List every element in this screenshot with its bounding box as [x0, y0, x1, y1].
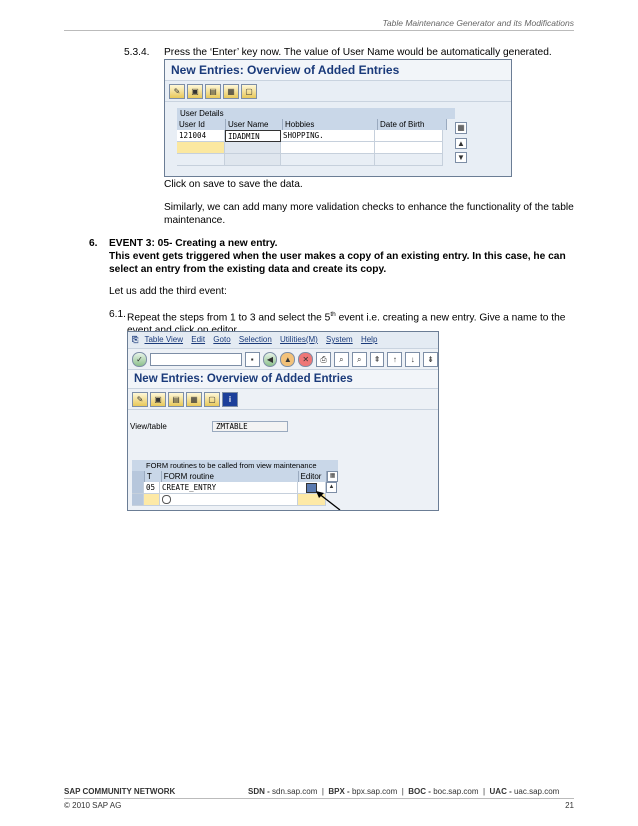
empty-cell[interactable]: [225, 154, 281, 166]
cell-form-routine[interactable]: CREATE_ENTRY: [160, 482, 298, 494]
viewtable-label: View/table: [130, 422, 167, 431]
col-date-of-birth[interactable]: Date of Birth: [378, 119, 447, 130]
col-editor[interactable]: Editor: [299, 471, 328, 482]
menu-bar: [128, 332, 438, 349]
section-body: This event gets triggered when the user makes a copy of an existing entry. In this case, he can select an entry from the existing data and create its copy.: [109, 251, 566, 275]
col-t[interactable]: T: [145, 471, 162, 482]
menu-help[interactable]: Help: [360, 335, 378, 344]
edit-icon[interactable]: ✎: [169, 84, 185, 99]
empty-cell[interactable]: [225, 142, 281, 154]
select-icon[interactable]: ▦: [186, 392, 202, 407]
form-routines-table: [132, 460, 338, 506]
next-page-icon[interactable]: ↓: [405, 352, 420, 367]
deselect-icon[interactable]: ▢: [241, 84, 257, 99]
empty-input-cell[interactable]: [177, 142, 225, 154]
select-icon[interactable]: ▦: [223, 84, 239, 99]
uac-link[interactable]: uac.sap.com: [513, 787, 560, 796]
exit-icon[interactable]: ▲: [280, 352, 295, 367]
empty-cell[interactable]: [177, 154, 225, 166]
menu-table-view[interactable]: Table View: [144, 335, 184, 344]
col-form-routine[interactable]: FORM routine: [162, 471, 299, 482]
cell-date-of-birth[interactable]: [375, 130, 443, 142]
row-selector[interactable]: [132, 494, 144, 506]
page-number: 21: [565, 801, 574, 810]
table-icon[interactable]: ▤: [205, 84, 221, 99]
menu-edit[interactable]: Edit: [191, 335, 206, 344]
first-page-icon[interactable]: ⇞: [370, 352, 385, 367]
menu-utilities[interactable]: Utilities(M): [280, 335, 318, 344]
empty-input-cell[interactable]: [144, 494, 160, 506]
find-next-icon[interactable]: ⌕: [352, 352, 367, 367]
col-user-name[interactable]: User Name: [226, 119, 283, 130]
pointer-arrow-icon: [314, 490, 344, 511]
info-icon[interactable]: i: [222, 392, 238, 407]
sdn-link[interactable]: sdn.sap.com: [272, 787, 318, 796]
col-user-id[interactable]: User Id: [177, 119, 226, 130]
print-icon[interactable]: ⎙: [316, 352, 331, 367]
application-toolbar: [165, 81, 511, 102]
menu-system[interactable]: System: [326, 335, 353, 344]
last-page-icon[interactable]: ⇟: [423, 352, 438, 367]
command-field[interactable]: [150, 353, 242, 366]
empty-cell[interactable]: [160, 494, 298, 506]
step-number: 6.1.: [109, 309, 126, 320]
edit-icon[interactable]: ✎: [132, 392, 148, 407]
scroll-down-icon[interactable]: ▼: [455, 152, 467, 163]
search-help-icon[interactable]: [162, 495, 171, 504]
sap-screenshot-1: [164, 59, 512, 177]
empty-cell[interactable]: [281, 154, 375, 166]
application-toolbar: [128, 389, 438, 410]
screen-title: New Entries: Overview of Added Entries: [165, 60, 511, 81]
third-event-paragraph: Let us add the third event:: [109, 286, 227, 297]
cell-user-id[interactable]: 121004: [177, 130, 225, 142]
enter-icon[interactable]: ✓: [132, 352, 147, 367]
cell-event-type[interactable]: 05: [144, 482, 160, 494]
footer-network: SAP COMMUNITY NETWORK: [64, 787, 176, 796]
viewtable-field[interactable]: ZMTABLE: [212, 421, 288, 432]
standard-toolbar: [128, 349, 438, 370]
cancel-icon[interactable]: ✕: [298, 352, 313, 367]
copy-icon[interactable]: ▣: [187, 84, 203, 99]
section-number: 6.: [89, 238, 98, 249]
user-details-table: [177, 108, 455, 166]
sap-screenshot-2: [127, 331, 439, 511]
row-selector[interactable]: [132, 471, 145, 482]
footer-rule: [64, 798, 574, 799]
screen-title: New Entries: Overview of Added Entries: [128, 370, 438, 389]
step-text: Repeat the steps from 1 to 3 and select the 5th event i.e. creating a new entry. Give a name to the: [127, 311, 566, 324]
empty-cell[interactable]: [375, 154, 443, 166]
scroll-up-icon[interactable]: ▲: [455, 138, 467, 149]
table-scrollbar[interactable]: [455, 122, 467, 163]
prev-page-icon[interactable]: ↑: [387, 352, 402, 367]
copy-icon[interactable]: ▣: [150, 392, 166, 407]
step-number: 5.3.4.: [124, 47, 150, 58]
scroll-up-icon[interactable]: ▲: [326, 482, 337, 493]
sap-logo-icon: ⎘: [132, 335, 139, 344]
save-icon[interactable]: ▪: [245, 352, 260, 367]
menu-selection[interactable]: Selection: [238, 335, 272, 344]
group-title: User Details: [177, 108, 455, 119]
find-icon[interactable]: ⌕: [334, 352, 349, 367]
col-hobbies[interactable]: Hobbies: [283, 119, 378, 130]
empty-cell[interactable]: [375, 142, 443, 154]
empty-cell[interactable]: [281, 142, 375, 154]
column-settings-icon[interactable]: ▦: [455, 122, 467, 134]
footer-copyright: © 2010 SAP AG: [64, 801, 122, 810]
header-rule: [64, 30, 574, 31]
table-icon[interactable]: ▤: [168, 392, 184, 407]
running-header: Table Maintenance Generator and its Modifications: [382, 18, 574, 28]
step-text: Press the ‘Enter’ key now. The value of User Name would be automatically generated.: [164, 47, 552, 58]
cell-user-name[interactable]: IDADMIN: [225, 130, 281, 142]
validation-paragraph: Similarly, we can add many more validation checks to enhance the functionality of the table maintenance.: [164, 202, 574, 226]
footer-links: SDN - sdn.sap.com | BPX - bpx.sap.com | BOC - boc.sap.com | UAC - uac.sap.com: [248, 787, 560, 796]
back-icon[interactable]: ◀: [263, 352, 278, 367]
menu-goto[interactable]: Goto: [213, 335, 231, 344]
save-paragraph: Click on save to save the data.: [164, 179, 303, 190]
bpx-link[interactable]: bpx.sap.com: [351, 787, 398, 796]
cell-hobbies[interactable]: SHOPPING.: [281, 130, 375, 142]
section-heading: EVENT 3: 05- Creating a new entry.: [109, 238, 278, 249]
row-selector[interactable]: [132, 482, 144, 494]
deselect-icon[interactable]: ▢: [204, 392, 220, 407]
column-settings-icon[interactable]: ▦: [327, 471, 338, 482]
group-title: FORM routines to be called from view maintenance: [132, 460, 338, 471]
boc-link[interactable]: boc.sap.com: [433, 787, 479, 796]
